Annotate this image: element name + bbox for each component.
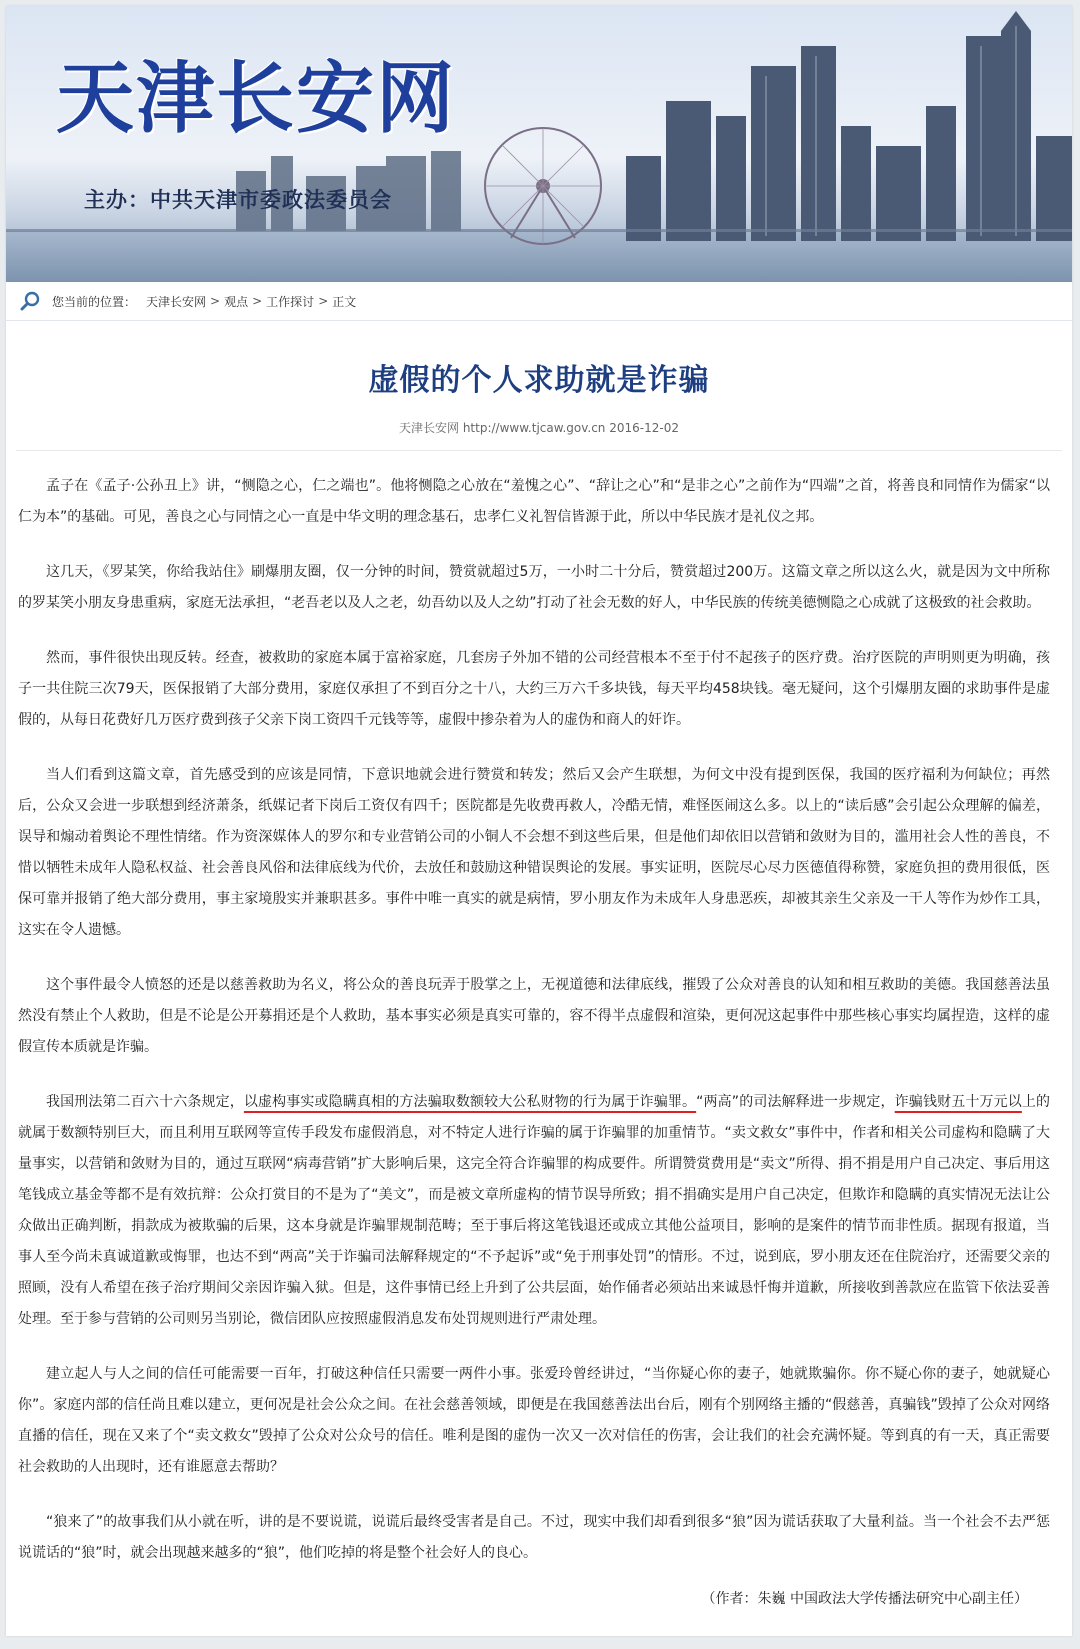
article-author: （作者：朱巍 中国政法大学传播法研究中心副主任） (701, 1591, 1028, 1607)
breadcrumb-item-home[interactable]: 天津长安网 (146, 294, 207, 309)
paragraph: 孟子在《孟子·公孙丑上》讲，“恻隐之心，仁之端也”。他将恻隐之心放在“羞愧之心”、“辞让之心”和“是非之心”之前作为“四端”之首，将善良和同情作为儒家“以仁为本”的基础。可见，善良之心与同情之心一直是中华文明的理念基石，忠孝仁义礼智信皆源于此，所以中华民族才是礼仪之邦。 (18, 478, 1050, 526)
law-text: 上的就属于数额特别巨大，而且利用互联网等宣传手段发布虚假消息，对不特定人进行诈骗的属于诈骗罪的加重情节。“卖文救女”事件中，作者和相关公司虚构和隐瞒了大量事实，以营销和敛财为目的，通过互联网“病毒营销”扩大影响后果，这完全符合诈骗罪的构成要件。所谓赞赏费用是“卖文”所得、捐不捐是用户自己决定、事后用这笔钱成立基金等都不是有效抗辩：公众打赏目的不是为了“美文”，而是被文章所虚构的情节误导所致；捐不捐确实是用户自己决定，但欺诈和隐瞒的真实情况无法让公众做出正确判断，捐款成为被欺骗的后果，这本身就是诈骗罪规制范畴；至于事后将这笔钱退还或成立其他公益项目，影响的是案件的情节而非性质。据现有报道，当事人至今尚未真诚道歉或悔罪，也达不到“两高”关于诈骗司法解释规定的“不予起诉”或“免于刑事处罚”的情形。不过，说到底，罗小朋友还在住院治疗，还需要父亲的照顾，没有人希望在孩子治疗期间父亲因诈骗入狱。但是，这件事情已经上升到了公共层面，始作俑者必须站出来诚恳忏悔并道歉，所接收到善款应在监管下依法妥善处理。至于参与营销的公司则另当别论，微信团队应按照虚假消息发布处罚规则进行严肃处理。 (18, 1094, 1051, 1328)
breadcrumb-item-work-discussion[interactable]: 工作探讨 (266, 294, 315, 309)
law-text: “两高”的司法解释进一步规定， (696, 1094, 895, 1111)
page (6, 6, 1072, 1636)
site-host: 主办：中共天津市委政法委员会 (84, 188, 392, 212)
paragraph: “狼来了”的故事我们从小就在听，讲的是不要说谎，说谎后最终受害者是自己。不过，现实中我们却看到很多“狼”因为谎话获取了大量利益。当一个社会不去严惩说谎话的“狼”时，就会出现越来越多的“狼”，他们吃掉的将是整个社会好人的良心。 (18, 1514, 1050, 1562)
article-meta: 天津长安网 http://www.tjcaw.gov.cn 2016-12-02 (399, 421, 679, 436)
breadcrumb-separator: > (318, 294, 329, 308)
article-title: 虚假的个人求助就是诈骗 (368, 363, 710, 398)
breadcrumb-separator: > (210, 294, 221, 308)
breadcrumb-separator: > (252, 294, 263, 308)
paragraph: 然而，事件很快出现反转。经查，被救助的家庭本属于富裕家庭，几套房子外加不错的公司经营根本不至于付不起孩子的医疗费。治疗医院的声明则更为明确，孩子一共住院三次79天，医保报销了大部分费用，家庭仅承担了不到百分之十八，大约三万六千多块钱，每天平均458块钱。毫无疑问，这个引爆朋友圈的求助事件是虚假的，从每日花费好几万医疗费到孩子父亲下岗工资四千元钱等等，虚假中掺杂着为人的虚伪和商人的奸诈。 (18, 650, 1050, 729)
site-title: 天津长安网 (56, 54, 457, 144)
breadcrumb-label: 您当前的位置： (52, 294, 137, 309)
law-text: 我国刑法第二百六十六条规定， (46, 1094, 244, 1111)
paragraph: 当人们看到这篇文章，首先感受到的应该是同情，下意识地就会进行赞赏和转发；然后又会产生联想，为何文中没有提到医保，我国的医疗福利为何缺位；再然后，公众又会进一步联想到经济萧条，纸媒记者下岗后工资仅有四千；医院都是先收费再救人，冷酷无情，难怪医闹这么多。以上的“读后感”会引起公众理解的偏差，误导和煽动着舆论不理性情绪。作为资深媒体人的罗尔和专业营销公司的小铜人不会想不到这些后果，但是他们却依旧以营销和敛财为目的，滥用社会人性的善良，不惜以牺牲未成年人隐私权益、社会善良风俗和法律底线为代价，去放任和鼓励这种错误舆论的发展。事实证明，医院尽心尽力医德值得称赞，家庭负担的费用很低，医保可靠并报销了绝大部分费用，事主家境殷实并兼职甚多。事件中唯一真实的就是病情，罗小朋友作为未成年人身患恶疾，却被其亲生父亲及一干人等作为炒作工具，这实在令人遗憾。 (18, 767, 1050, 939)
law-paragraph (18, 1087, 1050, 1335)
breadcrumb-item-opinion[interactable]: 观点 (224, 294, 249, 309)
site-banner (6, 6, 1072, 282)
breadcrumb (6, 282, 1072, 321)
paragraph: 建立起人与人之间的信任可能需要一百年，打破这种信任只需要一两件小事。张爱玲曾经讲过，“当你疑心你的妻子，她就欺骗你。你不疑心你的妻子，她就疑心你”。家庭内部的信任尚且难以建立，更何况是社会公众之间。在社会慈善领域，即便是在我国慈善法出台后，刚有个别网络主播的“假慈善，真骗钱”毁掉了公众对网络直播的信任，现在又来了个“卖文救女”毁掉了公众对公众号的信任。唯利是图的虚伪一次又一次对信任的伤害，会让我们的社会充满怀疑。等到真的有一天，真正需要社会救助的人出现时，还有谁愿意去帮助？ (18, 1366, 1050, 1476)
highlighted-law-text: 诈骗钱财五十万元以 (894, 1094, 1022, 1111)
magnifier-icon (20, 290, 42, 312)
paragraph: 这个事件最令人愤怒的还是以慈善救助为名义，将公众的善良玩弄于股掌之上，无视道德和法律底线，摧毁了公众对善良的认知和相互救助的美德。我国慈善法虽然没有禁止个人救助，但是不论是公开募捐还是个人救助，基本事实必须是真实可靠的，容不得半点虚假和渲染，更何况这起事件中那些核心事实均属捏造，这样的虚假宣传本质就是诈骗。 (18, 977, 1050, 1056)
highlighted-law-text: 以虚构事实或隐瞒真相的方法骗取数额较大公私财物的行为属于诈骗罪。 (243, 1094, 697, 1111)
paragraph: 这几天，《罗某笑，你给我站住》刷爆朋友圈，仅一分钟的时间，赞赏就超过5万，一小时二十分后，赞赏超过200万。这篇文章之所以这么火，就是因为文中所称的罗某笑小朋友身患重病，家庭无法承担，“老吾老以及人之老，幼吾幼以及人之幼”打动了社会无数的好人，中华民族的传统美德恻隐之心成就了这极致的社会救助。 (18, 564, 1050, 612)
breadcrumb-item-body[interactable]: 正文 (332, 294, 357, 309)
article-body (6, 451, 1072, 1569)
